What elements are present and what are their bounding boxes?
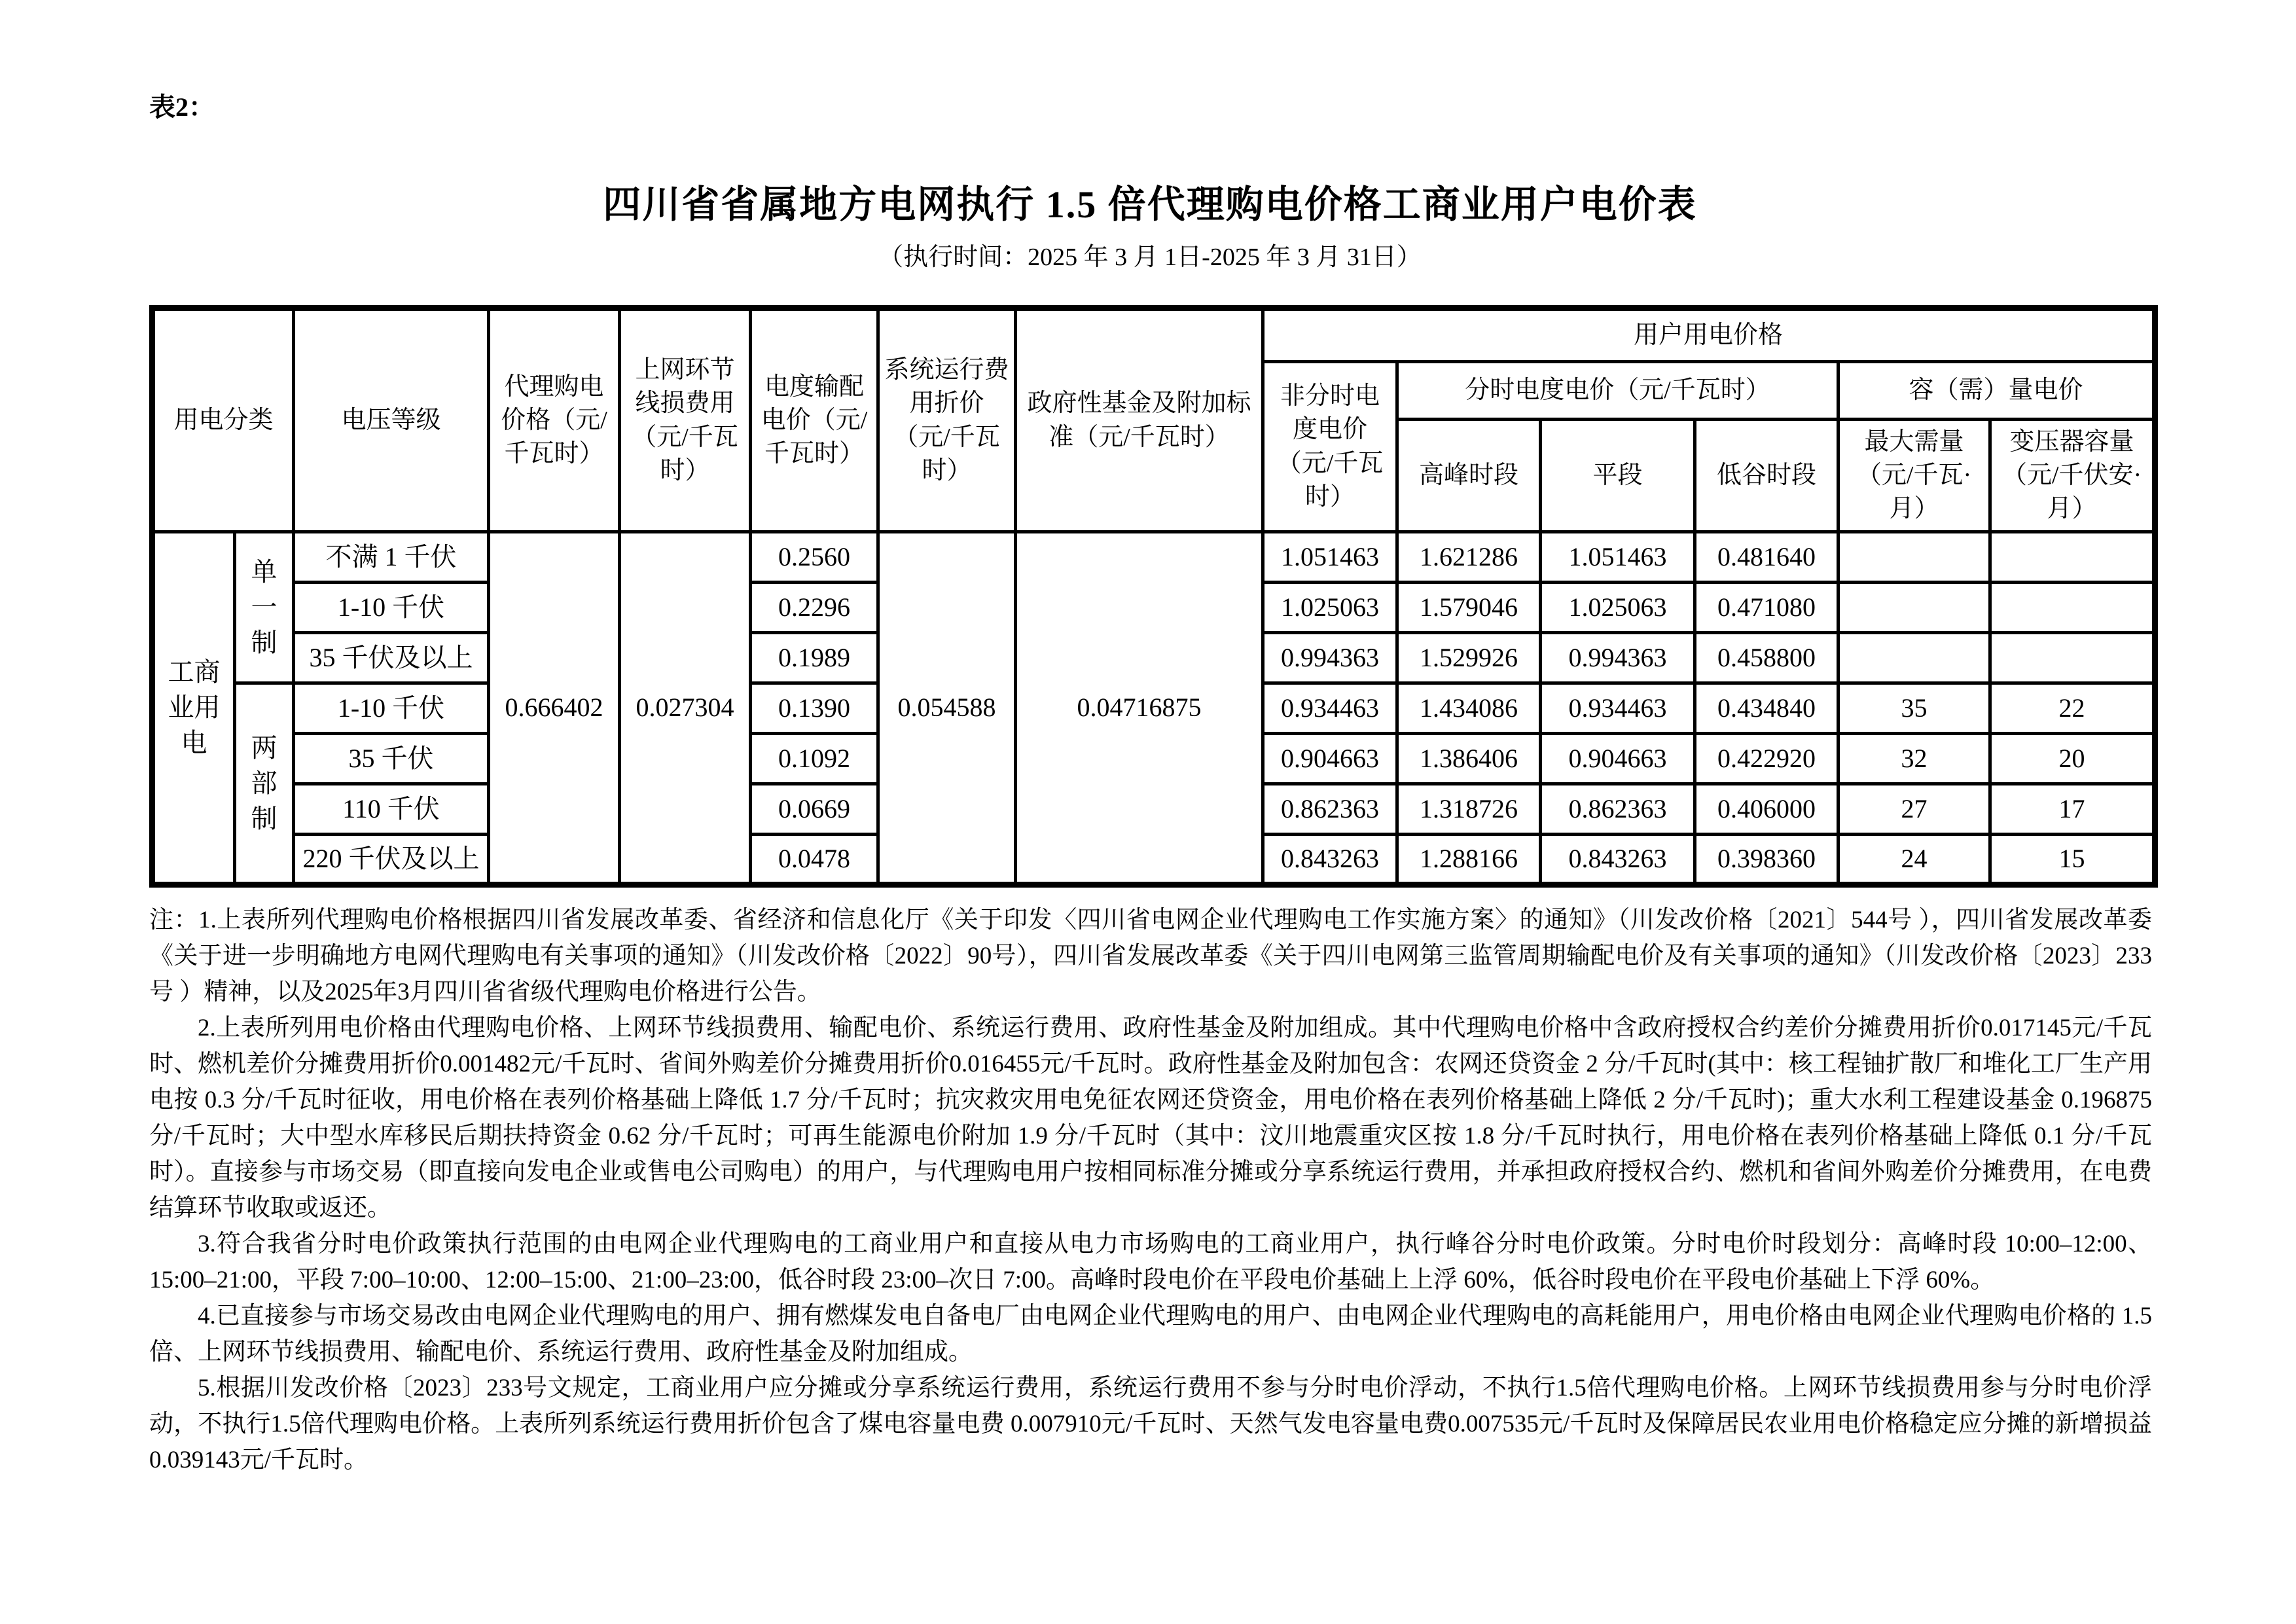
transformer-cell [1990, 583, 2155, 633]
header-voltage-level: 电压等级 [294, 308, 489, 532]
voltage-cell: 220 千伏及以上 [294, 835, 489, 885]
transmission-cell: 0.1092 [751, 734, 878, 784]
header-transformer-capacity: 变压器容量（元/千伏安·月） [1990, 420, 2155, 532]
max-demand-cell: 27 [1839, 784, 1990, 835]
max-demand-cell [1839, 532, 1990, 583]
peak-cell: 1.621286 [1397, 532, 1541, 583]
header-normal: 平段 [1541, 420, 1695, 532]
peak-cell: 1.434086 [1397, 683, 1541, 734]
voltage-cell: 不满 1 千伏 [294, 532, 489, 583]
valley-cell: 0.471080 [1695, 583, 1839, 633]
normal-cell: 1.025063 [1541, 583, 1695, 633]
flat-price-cell: 0.934463 [1263, 683, 1397, 734]
flat-price-cell: 0.994363 [1263, 633, 1397, 683]
table-header [152, 308, 2155, 532]
voltage-cell: 110 千伏 [294, 784, 489, 835]
valley-cell: 0.481640 [1695, 532, 1839, 583]
normal-cell: 0.934463 [1541, 683, 1695, 734]
footnotes [149, 902, 2152, 1478]
voltage-cell: 1-10 千伏 [294, 583, 489, 633]
header-usage-class: 用电分类 [152, 308, 294, 532]
header-tou-group: 分时电度电价（元/千瓦时） [1397, 362, 1839, 420]
voltage-cell: 35 千伏 [294, 734, 489, 784]
header-gov-fund: 政府性基金及附加标准（元/千瓦时） [1016, 308, 1263, 532]
header-agency-price: 代理购电价格（元/千瓦时） [489, 308, 620, 532]
peak-cell: 1.579046 [1397, 583, 1541, 633]
voltage-cell: 35 千伏及以上 [294, 633, 489, 683]
note-5: 5.根据川发改价格〔2023〕233号文规定，工商业用户应分摊或分享系统运行费用，系统运行费用不参与分时电价浮动，不执行1.5倍代理购电价格。上网环节线损费用参与分时电价浮动，不执行1.5倍代理购电价格。上表所列系统运行费用折价包含了煤电容量电费 0.007910元/千瓦时、天然气发电容量电费0.007535元/千瓦时及保障居民农业用电价格稳定应分摊的新增损益 0.039143元/千瓦时。 [149, 1375, 2152, 1473]
valley-cell: 0.398360 [1695, 835, 1839, 885]
max-demand-cell [1839, 583, 1990, 633]
transmission-cell: 0.0669 [751, 784, 878, 835]
normal-cell: 1.051463 [1541, 532, 1695, 583]
peak-cell: 1.318726 [1397, 784, 1541, 835]
header-max-demand: 最大需量（元/千瓦·月） [1839, 420, 1990, 532]
flat-price-cell: 0.862363 [1263, 784, 1397, 835]
header-flat-price: 非分时电度电价（元/千瓦时） [1263, 362, 1397, 532]
transformer-cell [1990, 633, 2155, 683]
normal-cell: 0.843263 [1541, 835, 1695, 885]
category-cell: 工商业用电 [152, 532, 235, 885]
agency-price-value: 0.666402 [489, 532, 620, 885]
flat-price-cell: 0.843263 [1263, 835, 1397, 885]
system-operation-value: 0.054588 [878, 532, 1016, 885]
valley-cell: 0.406000 [1695, 784, 1839, 835]
note-3: 3.符合我省分时电价政策执行范围的由电网企业代理购电的工商业用户和直接从电力市场购电的工商业用户，执行峰谷分时电价政策。分时电价时段划分：高峰时段 10:00–12:00、15:00–21:00，平段 7:00–10:00、12:00–15:00、21:00–23:00，低谷时段 23:00–次日 7:00。高峰时段电价在平段电价基础上上浮 60%，低谷时段电价在平段电价基础上下浮 60%。 [149, 1231, 2152, 1293]
peak-cell: 1.529926 [1397, 633, 1541, 683]
valley-cell: 0.422920 [1695, 734, 1839, 784]
valley-cell: 0.458800 [1695, 633, 1839, 683]
max-demand-cell: 35 [1839, 683, 1990, 734]
header-system-operation: 系统运行费用折价（元/千瓦时） [878, 308, 1016, 532]
transmission-cell: 0.1989 [751, 633, 878, 683]
transmission-cell: 0.1390 [751, 683, 878, 734]
header-user-price-group: 用户用电价格 [1263, 308, 2155, 362]
transmission-cell: 0.2560 [751, 532, 878, 583]
gov-fund-value: 0.04716875 [1016, 532, 1263, 885]
flat-price-cell: 1.051463 [1263, 532, 1397, 583]
max-demand-cell: 32 [1839, 734, 1990, 784]
table-body [152, 532, 2155, 885]
max-demand-cell [1839, 633, 1990, 683]
header-grid-loss: 上网环节线损费用（元/千瓦时） [620, 308, 751, 532]
transformer-cell: 15 [1990, 835, 2155, 885]
grid-loss-value: 0.027304 [620, 532, 751, 885]
voltage-cell: 1-10 千伏 [294, 683, 489, 734]
transmission-cell: 0.2296 [751, 583, 878, 633]
transformer-cell: 17 [1990, 784, 2155, 835]
normal-cell: 0.862363 [1541, 784, 1695, 835]
peak-cell: 1.386406 [1397, 734, 1541, 784]
group-two-part-system: 两部制 [235, 683, 294, 885]
header-valley: 低谷时段 [1695, 420, 1839, 532]
page-subtitle: （执行时间：2025 年 3 月 1日-2025 年 3 月 31日） [878, 244, 1422, 271]
transformer-cell: 22 [1990, 683, 2155, 734]
table-row [152, 532, 2155, 583]
flat-price-cell: 0.904663 [1263, 734, 1397, 784]
note-4: 4.已直接参与市场交易改由电网企业代理购电的用户、拥有燃煤发电自备电厂由电网企业代理购电的用户、由电网企业代理购电的高耗能用户，用电价格由电网企业代理购电价格的 1.5 倍、上网环节线损费用、输配电价、系统运行费用、政府性基金及附加组成。 [149, 1303, 2152, 1365]
normal-cell: 0.904663 [1541, 734, 1695, 784]
note-2: 2.上表所列用电价格由代理购电价格、上网环节线损费用、输配电价、系统运行费用、政府性基金及附加组成。其中代理购电价格中含政府授权合约差价分摊费用折价0.017145元/千瓦时、燃机差价分摊费用折价0.001482元/千瓦时、省间外购差价分摊费用折价0.016455元/千瓦时。政府性基金及附加包含：农网还贷资金 2 分/千瓦时(其中：核工程铀扩散厂和堆化工厂生产用电按 0.3 分/千瓦时征收，用电价格在表列价格基础上降低 1.7 分/千瓦时；抗灾救灾用电免征农网还贷资金，用电价格在表列价格基础上降低 2 分/千瓦时)；重大水利工程建设基金 0.196875 分/千瓦时；大中型水库移民后期扶持资金 0.62 分/千瓦时；可再生能源电价附加 1.9 分/千瓦时（其中：汶川地震重灾区按 1.8 分/千瓦时执行，用电价格在表列价格基础上降低 0.1 分/千瓦时）。直接参与市场交易（即直接向发电企业或售电公司购电）的用户，与代理购电用户按相同标准分摊或分享系统运行费用，并承担政府授权合约、燃机和省间外购差价分摊费用，在电费结算环节收取或返还。 [149, 1015, 2152, 1221]
transmission-cell: 0.0478 [751, 835, 878, 885]
flat-price-cell: 1.025063 [1263, 583, 1397, 633]
normal-cell: 0.994363 [1541, 633, 1695, 683]
header-capacity-group: 容（需）量电价 [1839, 362, 2155, 420]
header-peak: 高峰时段 [1397, 420, 1541, 532]
page-title: 四川省省属地方电网执行 1.5 倍代理购电价格工商业用户电价表 [603, 183, 1697, 226]
peak-cell: 1.288166 [1397, 835, 1541, 885]
table-corner-label: 表2： [149, 92, 215, 122]
transformer-cell: 20 [1990, 734, 2155, 784]
valley-cell: 0.434840 [1695, 683, 1839, 734]
transformer-cell [1990, 532, 2155, 583]
header-transmission-price: 电度输配电价（元/千瓦时） [751, 308, 878, 532]
price-table [149, 305, 2158, 888]
group-single-system: 单一制 [235, 532, 294, 683]
note-1: 注：1.上表所列代理购电价格根据四川省发展改革委、省经济和信息化厅《关于印发〈四川省电网企业代理购电工作实施方案〉的通知》（川发改价格〔2021〕544号 ），四川省发展改革委《关于进一步明确地方电网代理购电有关事项的通知》（川发改价格〔2022〕90号），四川省发展改革委《关于四川电网第三监管周期输配电价及有关事项的通知》（川发改价格〔2023〕233号 ）精神，以及2025年3月四川省省级代理购电价格进行公告。 [149, 907, 2152, 1005]
max-demand-cell: 24 [1839, 835, 1990, 885]
